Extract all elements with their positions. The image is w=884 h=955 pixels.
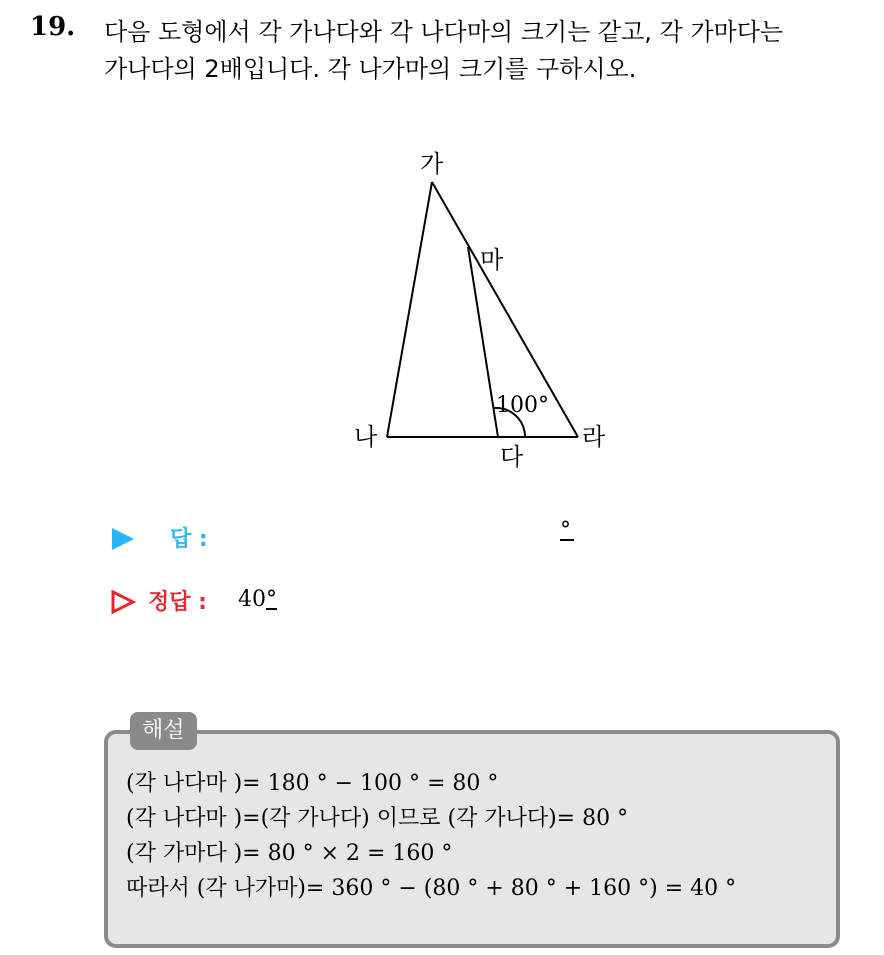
solution-line: (각 나다마 )= 180 ° − 100 ° = 80 ° [126, 771, 499, 796]
solution-line: 따라서 (각 나가마)= 360 ° − (80 ° + 80 ° + 160 °) = 40 ° [126, 876, 737, 901]
question-text [104, 14, 874, 88]
solution-tab: 해설 [130, 712, 197, 750]
answer-unit [560, 518, 574, 541]
filled-triangle-icon [110, 526, 136, 552]
solution-line: (각 가마다 )= 80 ° × 2 = 160 ° [126, 841, 453, 866]
solution-lines [126, 766, 736, 906]
answer-label: 답 : [170, 527, 208, 552]
answer-unit-symbol: ° [560, 518, 571, 543]
label-ra: 라 [582, 423, 606, 451]
label-da: 다 [500, 443, 524, 471]
question-number: 19. [30, 12, 76, 42]
correct-value [238, 587, 277, 612]
outline-triangle-icon [110, 589, 136, 615]
label-ma: 마 [480, 246, 504, 274]
triangle-figure [330, 140, 630, 480]
question-line-2: 가나다의 2배입니다. 각 나가마의 크기를 구하시오. [104, 55, 637, 83]
angle-label: 100° [496, 393, 549, 418]
correct-unit: ° [266, 587, 277, 612]
label-ga: 가 [420, 150, 444, 178]
correct-number: 40 [238, 587, 266, 612]
label-na: 나 [354, 423, 378, 451]
correct-label: 정답 : [148, 590, 207, 615]
question-line-1: 다음 도형에서 각 가나다와 각 나다마의 크기는 같고, 각 가마다는 [104, 18, 784, 46]
edge-ga-na [387, 182, 432, 437]
solution-line: (각 나다마 )=(각 가나다) 이므로 (각 가나다)= 80 ° [126, 806, 629, 831]
